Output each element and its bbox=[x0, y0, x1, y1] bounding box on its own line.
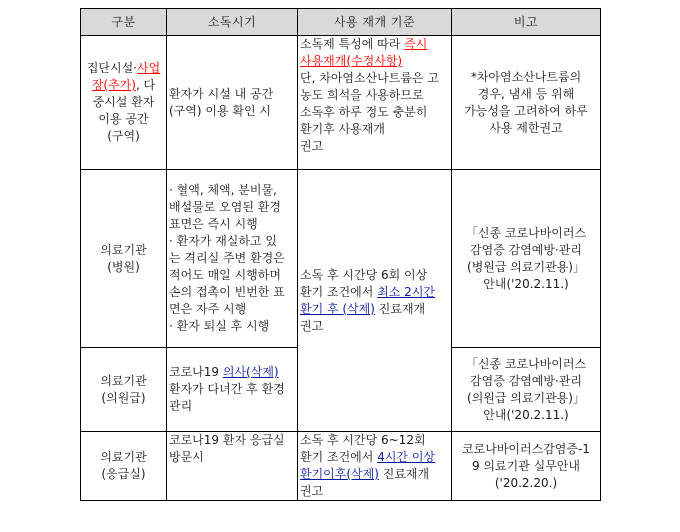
criteria-text: 권고 bbox=[300, 139, 324, 153]
cell-criteria-group-facilities bbox=[298, 36, 452, 170]
deleted-marked-text: 의사(삭제) bbox=[222, 365, 279, 379]
cell-category-emergency bbox=[81, 432, 167, 501]
criteria-text: 진료재개 bbox=[374, 301, 426, 316]
timing-text: 표면은 즉시 시행 bbox=[169, 217, 258, 231]
criteria-text: 권고 bbox=[300, 484, 324, 498]
timing-text: 환자가 다녀간 후 환경 bbox=[169, 382, 285, 396]
timing-text: · 환자가 재실하고 있 bbox=[169, 234, 277, 248]
category-text: (구역) bbox=[107, 129, 140, 143]
added-text: 장(추가) bbox=[91, 78, 136, 92]
remarks-text: (의원급 의료기관용)」 bbox=[467, 390, 585, 405]
category-text: , 다 bbox=[135, 78, 156, 92]
criteria-text: 단, 차아염소산나트륨은 고 bbox=[300, 71, 439, 85]
cell-timing-emergency bbox=[167, 432, 298, 501]
remarks-text: 코로나바이러스감염증-1 bbox=[462, 441, 590, 456]
header-row bbox=[81, 9, 601, 36]
timing-text: 방문시 bbox=[169, 450, 204, 464]
timing-text: (구역) 이용 확인 시 bbox=[169, 103, 271, 118]
criteria-text: 진료재개 bbox=[378, 467, 430, 481]
timing-text: 코로나19 bbox=[169, 365, 223, 379]
cell-category-clinic bbox=[81, 348, 167, 432]
category-text: (응급실) bbox=[101, 467, 146, 481]
modified-text: 즉시 bbox=[404, 37, 428, 51]
deleted-marked-text: 환기 후 (삭제) bbox=[300, 301, 375, 316]
criteria-text: 소독제 특성에 따라 bbox=[300, 37, 405, 51]
cell-timing-group-facilities bbox=[167, 36, 298, 170]
criteria-text: 소독후 하루 정도 충분히 bbox=[300, 105, 428, 119]
timing-text: · 혈액, 체액, 분비물, bbox=[169, 183, 277, 197]
cell-timing-hospital bbox=[167, 170, 298, 348]
timing-text: 적어도 매일 시행하며 bbox=[169, 268, 281, 282]
cell-remarks-emergency bbox=[452, 432, 601, 501]
category-text: (의원급) bbox=[101, 390, 146, 405]
remarks-text: 안내('20.2.11.) bbox=[483, 407, 569, 422]
remarks-text: 「신종 코로나바이러스 bbox=[465, 225, 587, 240]
remarks-text: 감염증 감염예방·관리 bbox=[470, 242, 582, 257]
header-disinfection-timing: 소독시기 bbox=[167, 9, 298, 36]
cell-criteria-hospital-clinic bbox=[298, 170, 452, 432]
cell-category-group-facilities bbox=[81, 36, 167, 170]
category-text: 의료기관 bbox=[100, 242, 147, 257]
header-reuse-criteria: 사용 재개 기준 bbox=[298, 9, 452, 36]
remarks-text: 9 의료기관 실무안내 bbox=[471, 458, 580, 473]
remarks-text: 안내('20.2.11.) bbox=[483, 276, 569, 291]
criteria-text: 권고 bbox=[300, 318, 324, 333]
cell-remarks-hospital bbox=[452, 170, 601, 348]
criteria-text: 환기 조건에서 bbox=[300, 284, 378, 299]
category-text: 집단시설· bbox=[86, 61, 137, 75]
emphasis-text: 최소 2시간 bbox=[377, 284, 436, 299]
cell-timing-clinic bbox=[167, 348, 298, 432]
disinfection-guideline-table bbox=[80, 8, 601, 501]
category-text: 이용 공간 bbox=[98, 112, 149, 126]
criteria-text: 환기 조건에서 bbox=[300, 450, 378, 464]
remarks-text: 사용 제한권고 bbox=[489, 120, 563, 135]
emphasis-text: 4시간 이상 bbox=[377, 450, 436, 464]
criteria-text: 소독 후 시간당 6회 이상 bbox=[300, 267, 428, 282]
added-text: 사업 bbox=[137, 61, 161, 75]
category-text: 의료기관 bbox=[100, 373, 147, 388]
timing-text: 배설물로 오염된 환경 bbox=[169, 200, 281, 214]
timing-text: · 환자 퇴실 후 시행 bbox=[169, 319, 270, 333]
remarks-text: ('20.2.20.) bbox=[494, 475, 558, 490]
cell-category-hospital bbox=[81, 170, 167, 348]
remarks-text: 가능성을 고려하여 하루 bbox=[464, 103, 588, 118]
header-category: 구분 bbox=[81, 9, 167, 36]
cell-criteria-emergency bbox=[298, 432, 452, 501]
remarks-text: (병원급 의료기관용)」 bbox=[467, 259, 585, 274]
timing-text: 면은 자주 시행 bbox=[169, 302, 247, 316]
criteria-text: 농도 희석을 사용하므로 bbox=[300, 88, 424, 102]
table-row-hospital bbox=[81, 170, 601, 348]
table-row-group-facilities bbox=[81, 36, 601, 170]
modified-text: 사용재개(수정사항) bbox=[300, 54, 403, 68]
criteria-text: 환기후 사용재개 bbox=[300, 122, 385, 136]
category-text: 중시설 환자 bbox=[92, 95, 155, 109]
timing-text: 는 격리실 주변 환경은 bbox=[169, 251, 285, 265]
criteria-text: 소독 후 시간당 6~12회 bbox=[300, 433, 426, 447]
remarks-text: 감염증 감염예방·관리 bbox=[470, 373, 582, 388]
timing-text: 손의 접촉이 빈번한 표 bbox=[169, 285, 285, 299]
cell-remarks-clinic bbox=[452, 348, 601, 432]
deleted-marked-text: 환기이후(삭제) bbox=[300, 467, 379, 481]
remarks-text: *차아염소산나트륨의 bbox=[470, 69, 582, 84]
cell-remarks-group-facilities bbox=[452, 36, 601, 170]
timing-text: 환자가 시설 내 공간 bbox=[169, 86, 274, 101]
category-text: (병원) bbox=[107, 259, 140, 274]
remarks-text: 경우, 냄새 등 위해 bbox=[477, 86, 575, 101]
timing-text: 코로나19 환자 응급실 bbox=[169, 433, 285, 447]
remarks-text: 「신종 코로나바이러스 bbox=[465, 356, 587, 371]
category-text: 의료기관 bbox=[100, 450, 147, 464]
header-remarks: 비고 bbox=[452, 9, 601, 36]
table-row-emergency bbox=[81, 432, 601, 501]
timing-text: 관리 bbox=[169, 399, 193, 413]
